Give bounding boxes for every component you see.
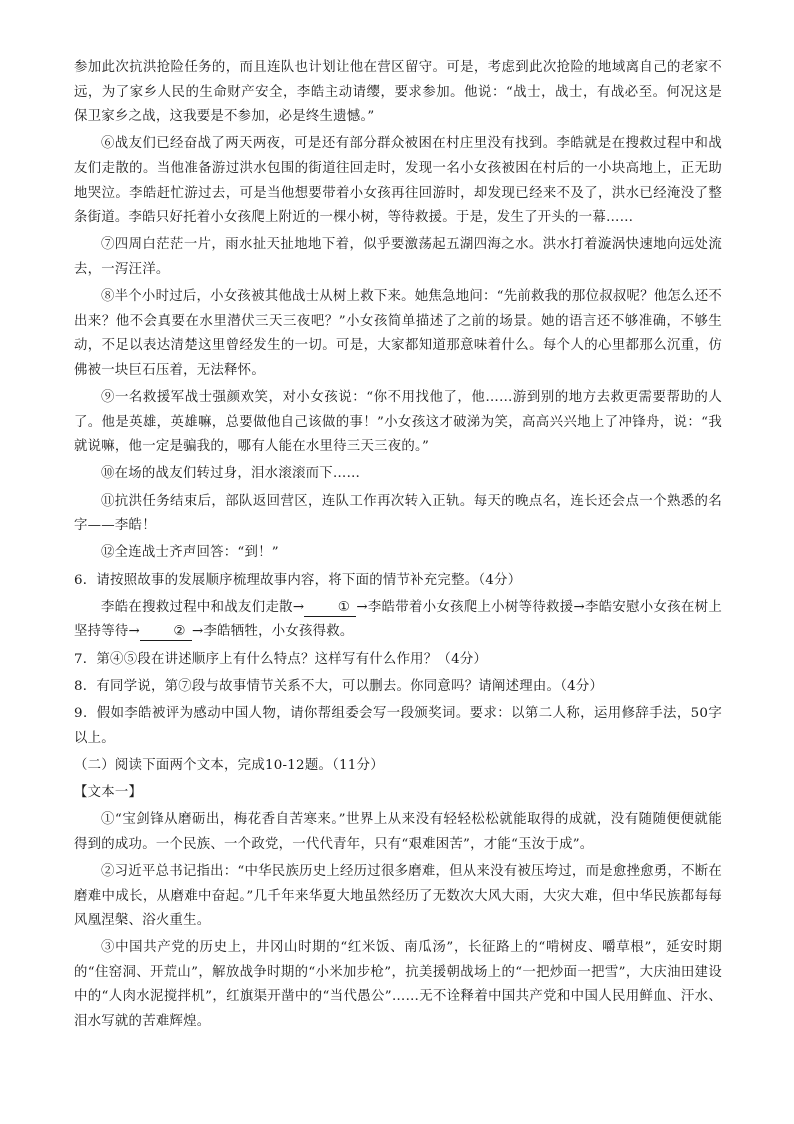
text-1-paragraph-1: ①“宝剑锋从磨砺出，梅花香自苦寒来。”世界上从来没有轻轻松松就能取得的成就，没有随随便便就能得到的成功。一个民族、一个政党，一代代青年，只有“艰难困苦”，才能“玉汝于成”。 bbox=[74, 812, 722, 852]
exam-page bbox=[0, 56, 794, 1037]
section-2-heading: （二）阅读下面两个文本，完成10-12题。（11分） bbox=[74, 757, 384, 773]
text-1-paragraph-2: ②习近平总书记指出：“中华民族历史上经历过很多磨难，但从来没有被压垮过，而是愈挫愈勇，不断在磨难中成长，从磨难中奋起。”几千年来华夏大地虽然经历了无数次大风大雨，大灾大难，但中华民族都每每风凰涅槃、浴火重生。 bbox=[74, 863, 722, 929]
story-paragraph-12: ⑫全连战士齐声回答：“到！” bbox=[101, 545, 279, 561]
plot-step-b: →李皓带着小女孩爬上小树等待救援→李皓安慰小女孩在树上坚持等待→ bbox=[74, 599, 722, 640]
story-paragraph-11: ⑪抗洪任务结束后，部队返回营区，连队工作再次转入正轨。每天的晚点名，连长还会点一个熟悉的名字——李皓！ bbox=[74, 493, 722, 534]
answer-blank-1: ① bbox=[304, 600, 356, 617]
question-8: 8．有同学说，第⑦段与故事情节关系不大，可以删去。你同意吗？请阐述理由。（4分） bbox=[74, 678, 604, 694]
story-paragraph-continued: 参加此次抗洪抢险任务的，而且连队也计划让他在营区留守。可是，考虑到此次抢险的地域离自己的老家不远，为了家乡人民的生命财产安全，李皓主动请缨，要求参加。他说：“战士，战士，有战必至。何况这是保卫家乡之战，这我要是不参加，必是终生遗憾。” bbox=[74, 60, 722, 125]
text-1-paragraph-3: ③中国共产党的历史上，井冈山时期的“红米饭、南瓜汤”，长征路上的“啃树皮、嚼草根”，延安时期的“住窑洞、开荒山”，解放战争时期的“小米加步枪”，抗美援朝战场上的“一把炒面一把雪”，大庆油田建设中的“人肉水泥搅拌机”，红旗渠开凿中的“当代愚公”……无不诠释着中国共产党和中国人民用鲜血、汗水、泪水写就的苦难辉煌。 bbox=[74, 940, 722, 1030]
question-6-plot-chain bbox=[0, 596, 794, 645]
question-6: 6．请按照故事的发展顺序梳理故事内容，将下面的情节补充完整。（4分） bbox=[74, 572, 522, 588]
story-paragraph-9: ⑨一名救援军战士强颜欢笑，对小女孩说：“你不用找他了，他……游到别的地方去救更需要帮助的人了。他是英雄，英雄嘛，总要做他自己该做的事！”小女孩这才破涕为笑，高高兴兴地上了冲锋舟，说：“我就说嘛，他一定是骗我的，哪有人能在水里待三天三夜的。” bbox=[74, 390, 722, 455]
story-paragraph-10: ⑩在场的战友们转过身，泪水滚滚而下…… bbox=[101, 466, 361, 482]
plot-step-a: 李皓在搜救过程中和战友们走散→ bbox=[101, 599, 305, 615]
plot-step-c: →李皓牺牲，小女孩得救。 bbox=[192, 624, 354, 640]
story-paragraph-6: ⑥战友们已经奋战了两天两夜，可是还有部分群众被困在村庄里没有找到。李皓就是在搜救过程中和战友们走散的。当他准备游过洪水包围的街道往回走时，发现一名小女孩被困在村后的一小块高地上，正无助地哭泣。李皓赶忙游过去，可是当他想要带着小女孩再往回游时，却发现已经来不及了，洪水已经淹没了整条街道。李皓只好托着小女孩爬上附近的一棵小树，等待救援。于是，发生了开头的一幕…… bbox=[74, 136, 722, 226]
story-paragraph-8: ⑧半个小时过后，小女孩被其他战士从树上救下来。她焦急地问：“先前救我的那位叔叔呢？他怎么还不出来？他不会真要在水里潜伏三天三夜吧？”小女孩简单描述了之前的场景。她的语言还不够准确，不够生动，不足以表达清楚这里曾经发生的一切。可是，大家都知道那意味着什么。每个人的心里都那么沉重，仿佛被一块巨石压着，无法释怀。 bbox=[74, 289, 722, 378]
text-1-label: 【文本一】 bbox=[74, 784, 143, 800]
story-paragraph-7: ⑦四周白茫茫一片，雨水扯天扯地地下着，似乎要激荡起五湖四海之水。洪水打着漩涡快速地向远处流去，一泻汪洋。 bbox=[74, 237, 722, 277]
answer-blank-2: ② bbox=[140, 624, 192, 641]
question-9: 9．假如李皓被评为感动中国人物，请你帮组委会写一段颁奖词。要求：以第二人称，运用修辞手法，50字以上。 bbox=[74, 705, 722, 746]
question-7: 7．第④⑤段在讲述顺序上有什么特点？这样写有什么作用？（4分） bbox=[74, 651, 488, 667]
